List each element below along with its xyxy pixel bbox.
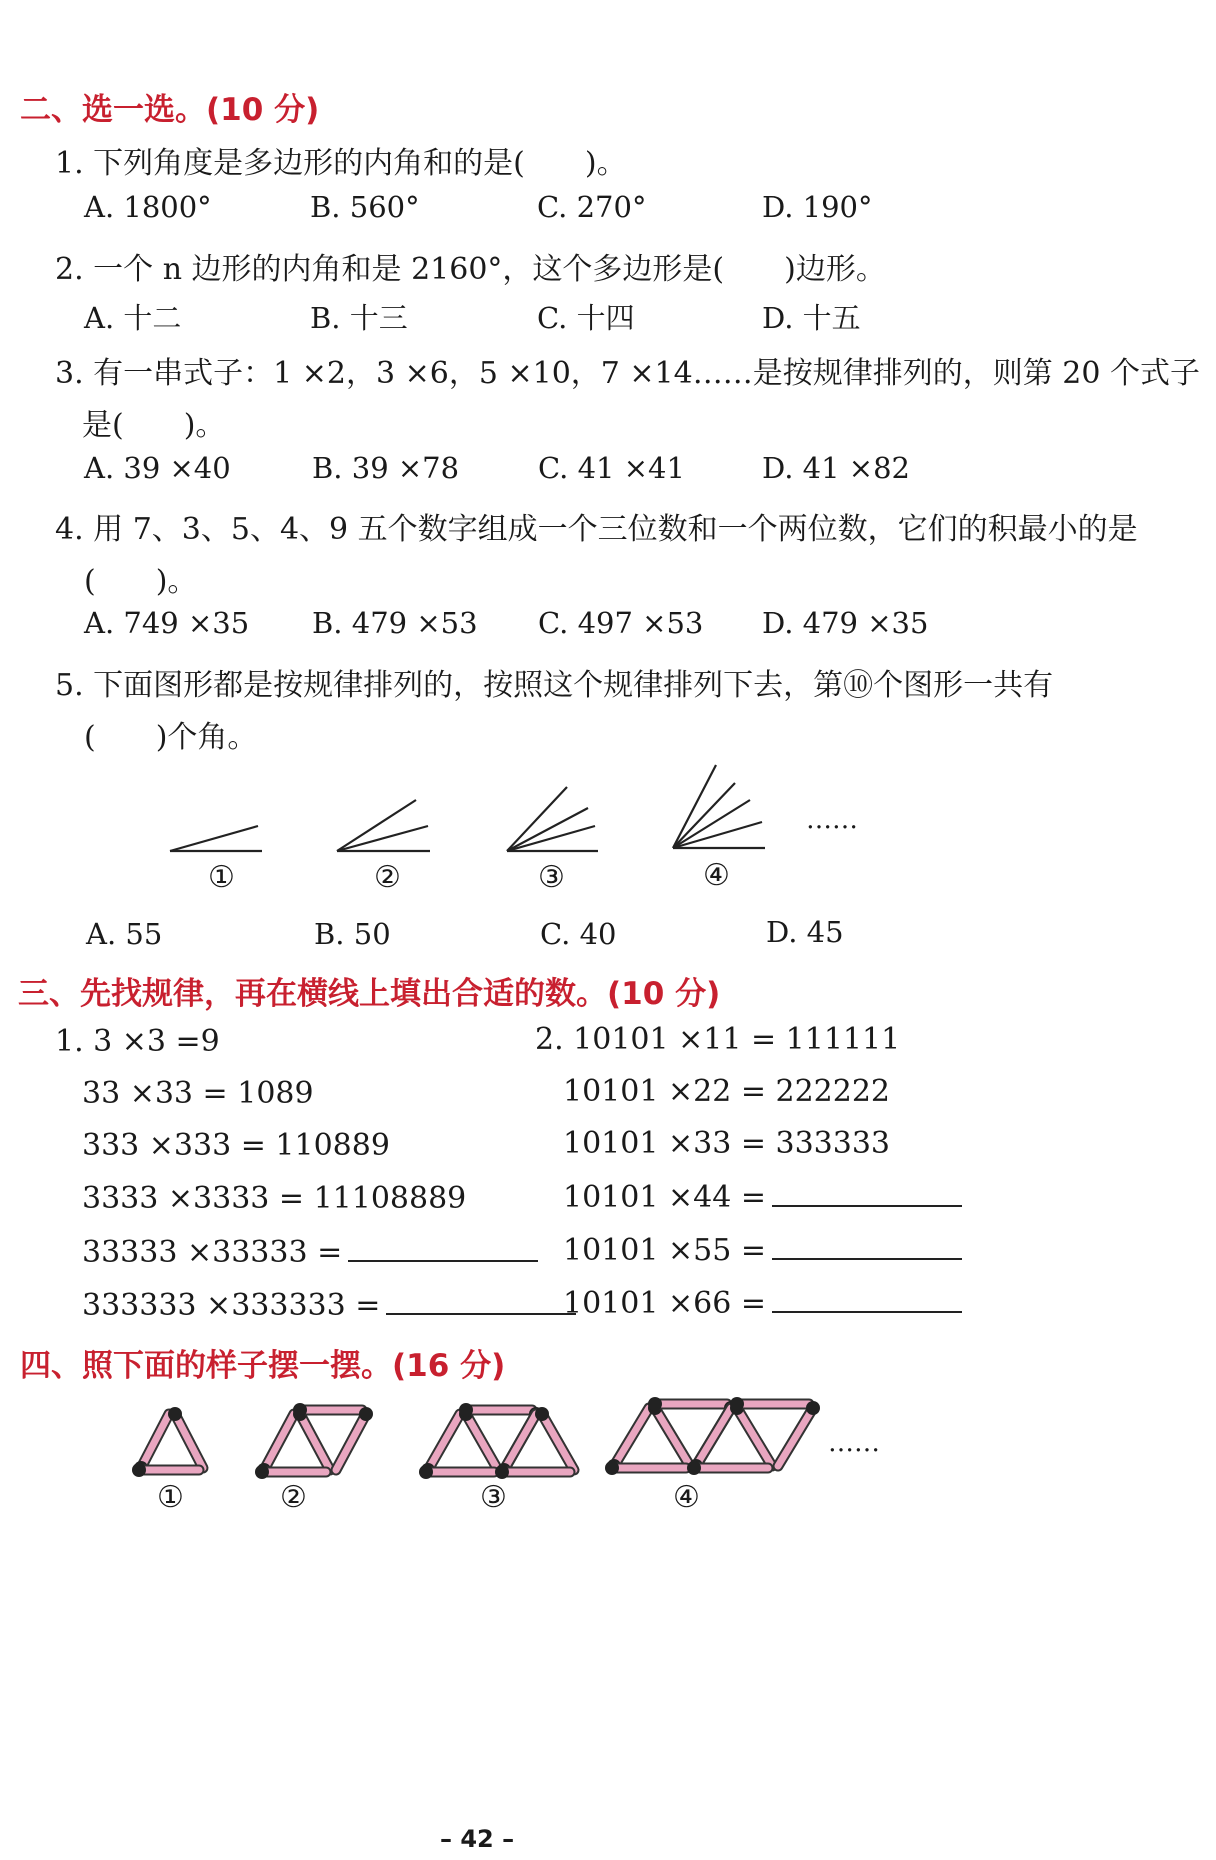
matchstick-head [648,1397,662,1411]
q2-option-d: D. 十五 [762,301,861,335]
q5-option-c: C. 40 [540,917,617,951]
pattern1-line-4: 3333 ×3333 = 11108889 [82,1181,467,1216]
matchstick-head [535,1407,549,1421]
q5-option-a: A. 55 [86,917,163,951]
matchstick-ellipsis: …… [828,1428,880,1458]
page-number: – 42 – [440,1825,515,1853]
q1-stem: 1. 下列角度是多边形的内角和的是( )。 [55,146,627,181]
matchstick-body [504,1414,536,1470]
pattern1-line-5: 33333 ×33333 = [82,1234,538,1270]
pattern2-line-3: 10101 ×33 = 333333 [563,1126,891,1161]
matchstick-body [614,1408,649,1466]
section-4-title: 四、照下面的样子摆一摆。(16 分) [20,1348,506,1384]
matchstick-body [300,1414,330,1470]
matchstick-head [293,1403,307,1417]
q4-option-d: D. 479 ×35 [762,606,929,640]
pattern2-line-4: 10101 ×44 = [563,1179,962,1215]
section-2-title: 二、选一选。(10 分) [20,92,320,128]
matchstick-body [696,1408,731,1466]
q4-option-b: B. 479 ×53 [312,606,478,640]
q3-option-c: C. 41 ×41 [538,451,685,485]
q5-stem: 5. 下面图形都是按规律排列的，按照这个规律排列下去，第⑩个图形一共有 [55,668,1054,703]
matchstick-body [466,1414,498,1470]
q5-stem-cont: ( )个角。 [84,720,258,755]
matchstick-head [730,1397,744,1411]
matchstick-head [419,1465,433,1479]
q3-option-a: A. 39 ×40 [84,451,231,485]
q2-option-c: C. 十四 [537,301,635,335]
pattern2-line-2: 10101 ×22 = 222222 [563,1074,891,1109]
match-label-1: ① [157,1480,184,1515]
matchstick-body [336,1414,366,1470]
angle-label-4: ④ [703,858,730,893]
matchstick-head [359,1407,373,1421]
q3-option-d: D. 41 ×82 [762,451,910,485]
section-3-title: 三、先找规律，再在横线上填出合适的数。(10 分) [18,976,721,1012]
q2-option-b: B. 十三 [310,301,408,335]
match-label-2: ② [280,1480,307,1515]
matchstick-head [687,1461,701,1475]
q5-option-d: D. 45 [766,915,844,949]
q1-option-d: D. 190° [762,190,873,224]
matchstick-body [737,1408,772,1466]
match-label-3: ③ [480,1480,507,1515]
matchstick-head [495,1465,509,1479]
pattern2-line-5: 10101 ×55 = [563,1232,962,1268]
q1-option-c: C. 270° [537,190,647,224]
pattern2-line-6: 10101 ×66 = [563,1285,962,1321]
matchstick-body [428,1414,460,1470]
matchstick-head [459,1403,473,1417]
matchstick-head [132,1463,146,1477]
pattern2-line-1: 2. 10101 ×11 = 111111 [535,1022,901,1057]
q2-stem: 2. 一个 n 边形的内角和是 2160°，这个多边形是( )边形。 [55,252,886,287]
pattern1-line-2: 33 ×33 = 1089 [82,1076,314,1111]
q1-option-b: B. 560° [310,190,420,224]
angle-ellipsis: …… [806,805,858,835]
matchstick-body [175,1414,203,1468]
matchstick-head [168,1407,182,1421]
q3-stem: 3. 有一串式子：1 ×2，3 ×6，5 ×10，7 ×14……是按规律排列的，则第 20 个式子 [55,356,1200,391]
matchstick-body [264,1414,294,1470]
matchstick-head [806,1401,820,1415]
q4-stem: 4. 用 7、3、5、4、9 五个数字组成一个三位数和一个两位数，它们的积最小的是 [55,512,1138,547]
matchstick-body [141,1414,169,1468]
pattern1-line-1: 1. 3 ×3 =9 [55,1024,220,1059]
pattern1-line-6: 333333 ×333333 = [82,1287,576,1323]
q4-option-a: A. 749 ×35 [84,606,250,640]
q3-option-b: B. 39 ×78 [312,451,460,485]
matchstick-body [542,1414,574,1470]
matchstick-head [255,1465,269,1479]
matchstick-body [655,1408,690,1466]
q4-stem-cont: ( )。 [84,564,198,599]
pattern1-line-3: 333 ×333 = 110889 [82,1128,390,1163]
angle-label-3: ③ [538,860,565,895]
q1-option-a: A. 1800° [84,190,212,224]
matchstick-head [605,1461,619,1475]
matchstick-body [778,1408,813,1466]
match-label-4: ④ [673,1480,700,1515]
q3-stem-cont: 是( )。 [82,408,226,443]
q4-option-c: C. 497 ×53 [538,606,704,640]
q5-option-b: B. 50 [314,917,391,951]
angle-label-1: ① [208,860,235,895]
angle-label-2: ② [374,860,401,895]
q2-option-a: A. 十二 [84,301,182,335]
